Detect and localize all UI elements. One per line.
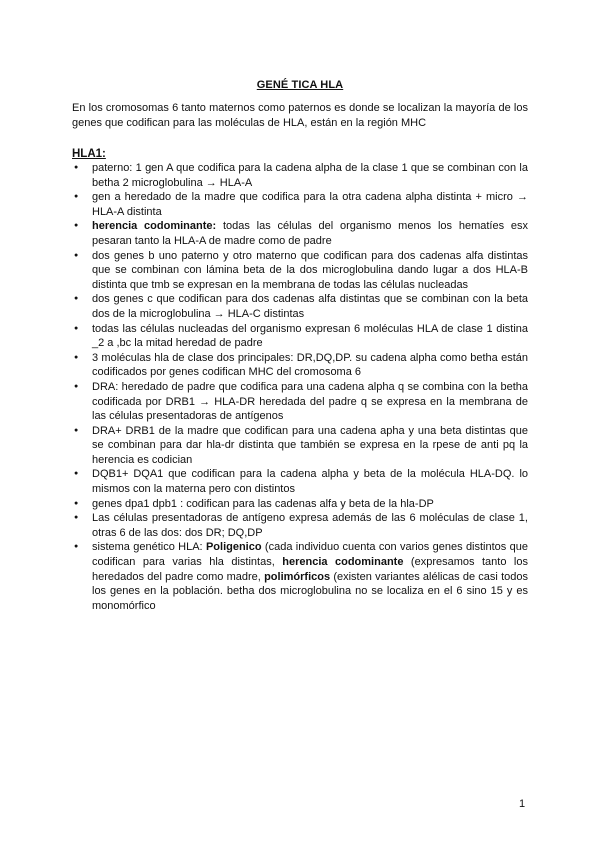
intro-paragraph: En los cromosomas 6 tanto maternos como paternos es donde se localizan la mayoría de los genes que codifican para las moléculas de HLA, están en la región MHC — [72, 102, 528, 129]
list-item: ● DRA+ DRB1 de la madre que codifican para una cadena apha y una beta distintas que se combinan para dar hla-dr distinta que también se expresa en la rpese de anti pq la herencia es codician — [72, 424, 528, 468]
list-item: ● todas las células nucleadas del organismo expresan 6 moléculas HLA de clase 1 distina _2 a ,bc la mitad heredad de padre — [72, 322, 528, 351]
list-item: ● dos genes b uno paterno y otro materno que codifican para dos cadenas alfa distintas que se combinan con lámina beta de la dos microglobulina dando lugar a dos HLA-B distinta que tmb se expresan en la membrana de todas las células nucleadas — [72, 249, 528, 293]
bullet-list — [72, 161, 528, 613]
list-item-text: (existen variantes alélicas de casi todos los genes en la población. betha dos microglobulina no se localiza en el 6 sino 15 y es monomórfico — [92, 570, 528, 612]
list-item-text: todas las células del organismo menos los hematíes esx pesaran tanto la HLA-A de madre como de padre — [92, 220, 528, 247]
list-item — [72, 219, 528, 248]
list-item: ● paterno: 1 gen A que codifica para la cadena alpha de la clase 1 que se combinan con la betha 2 microglobulina → HLA-A — [72, 161, 528, 190]
list-item-text: (expresamos tanto los heredados del padre como madre, — [92, 556, 528, 583]
list-item: ● 3 moléculas hla de clase dos principales: DR,DQ,DP. su cadena alpha como betha están codificados por genes codifican MHC del cromosoma 6 — [72, 351, 528, 380]
list-item: ● DQB1+ DQA1 que codifican para la cadena alpha y beta de la molécula HLA-DQ. lo mismos con la materna pero con distintos — [72, 467, 528, 496]
document-title: GENÉ TICA HLA — [256, 79, 344, 91]
list-item: ● DRA: heredado de padre que codifica para una cadena alpha q se combina con la betha codificada por DRB1 → HLA-DR heredada del padre q se expresa en la membrana de las células presentadoras de antígenos — [72, 380, 528, 424]
list-item — [72, 540, 528, 613]
section-heading-hla1: HLA1: — [72, 148, 106, 160]
bold-term: herencia codominante — [282, 556, 404, 569]
page-number: 1 — [519, 798, 526, 810]
bold-term: polimórficos — [264, 570, 331, 583]
bold-term: herencia codominante: — [92, 220, 217, 233]
list-item: ● dos genes c que codifican para dos cadenas alfa distintas que se combinan con la beta dos de la microglobulina → HLA-C distintas — [72, 292, 528, 321]
list-item-text: (cada individuo cuenta con varios genes distintos que codifican para varias hla distintas, — [92, 541, 528, 569]
list-item: ● genes dpa1 dpb1 : codifican para las cadenas alfa y beta de la hla-DP — [72, 497, 528, 512]
bold-term: Poligenico — [205, 541, 262, 554]
list-item-text: sistema genético HLA: — [92, 541, 206, 554]
list-item: ● Las células presentadoras de antígeno expresa además de las 6 moléculas de clase 1, otras 6 de las dos: dos DR; DQ,DP — [72, 511, 528, 540]
list-item: ● gen a heredado de la madre que codifica para la otra cadena alpha distinta + micro → HLA-A distinta — [72, 190, 528, 219]
